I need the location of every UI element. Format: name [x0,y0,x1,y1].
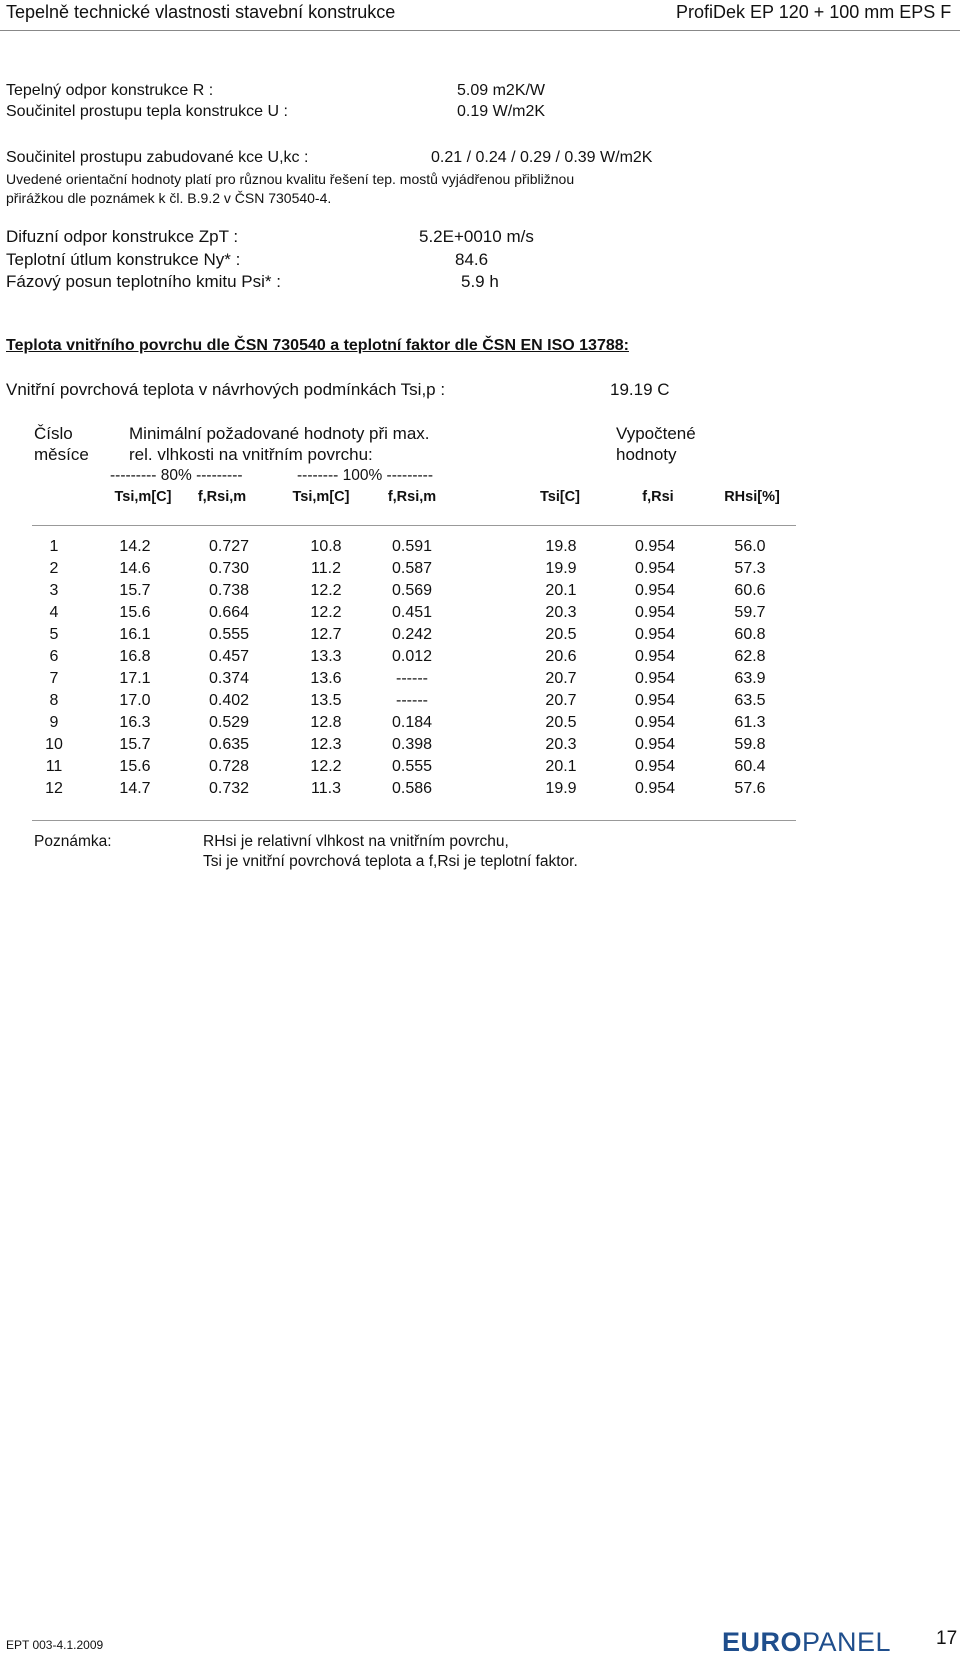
cell-frsim-80: 0.374 [208,670,250,687]
cell-tsim-100: 12.2 [310,758,342,775]
footer-page-number: 17 [936,1628,958,1649]
head-hodnoty: hodnoty [616,445,677,464]
cell-rhsi: 57.3 [734,560,766,577]
table-row [0,626,960,648]
cell-month: 5 [49,626,59,643]
cell-rhsi: 61.3 [734,714,766,731]
column-header-col-frsim-100: f,Rsi,m [387,489,437,505]
u-value: 0.19 W/m2K [457,103,546,120]
u-label: Součinitel prostupu tepla konstrukce U : [6,103,288,120]
table-row [0,648,960,670]
cell-frsim-80: 0.738 [208,582,250,599]
column-header-col-tsim-80: Tsi,m[C] [114,489,172,505]
cell-tsi: 20.3 [545,736,577,753]
cell-frsi: 0.954 [634,560,676,577]
cell-frsim-100: 0.451 [391,604,433,621]
cell-tsi: 20.7 [545,692,577,709]
cell-tsi: 20.1 [545,582,577,599]
tsip-value: 19.19 C [610,380,670,399]
note-label: Poznámka: [34,833,112,850]
cell-tsi: 20.6 [545,648,577,665]
cell-rhsi: 60.6 [734,582,766,599]
cell-tsim-80: 15.7 [119,736,151,753]
head-cislo: Číslo [34,424,73,443]
head-mesice: měsíce [34,445,89,464]
cell-month: 7 [49,670,59,687]
cell-month: 6 [49,648,59,665]
cell-frsim-80: 0.402 [208,692,250,709]
cell-rhsi: 60.8 [734,626,766,643]
cell-frsim-80: 0.730 [208,560,250,577]
ukc-label: Součinitel prostupu zabudované kce U,kc : [6,149,309,166]
header-left-title: Tepelně technické vlastnosti stavební konstrukce [6,2,396,22]
cell-month: 11 [45,758,63,775]
column-header-col-tsi: Tsi[C] [539,489,580,505]
cell-frsim-80: 0.732 [208,780,250,797]
cell-frsi: 0.954 [634,692,676,709]
section-title: Teplota vnitřního povrchu dle ČSN 730540 a teplotní faktor dle ČSN EN ISO 13788: [6,337,629,354]
psi-label: Fázový posun teplotního kmitu Psi* : [6,272,281,291]
cell-frsim-80: 0.727 [208,538,250,555]
cell-tsim-100: 13.6 [310,670,342,687]
table-row [0,714,960,736]
logo-panel: PANEL [802,1627,892,1657]
cell-frsim-80: 0.728 [208,758,250,775]
cell-tsim-80: 14.6 [119,560,151,577]
cell-frsim-100: 0.398 [391,736,433,753]
cell-frsim-80: 0.635 [208,736,250,753]
cell-frsi: 0.954 [634,648,676,665]
cell-tsi: 19.9 [545,560,577,577]
head-80-percent: --------- 80% --------- [110,467,243,484]
cell-frsi: 0.954 [634,582,676,599]
cell-frsim-80: 0.664 [208,604,250,621]
cell-month: 10 [45,736,63,753]
r-value: 5.09 m2K/W [457,82,546,99]
cell-frsi: 0.954 [634,604,676,621]
cell-frsi: 0.954 [634,758,676,775]
cell-frsim-100: 0.569 [391,582,433,599]
cell-frsi: 0.954 [634,780,676,797]
cell-rhsi: 63.5 [734,692,766,709]
cell-month: 1 [49,538,59,555]
ny-value: 84.6 [455,250,489,269]
cell-tsim-80: 16.8 [119,648,151,665]
note-line1: RHsi je relativní vlhkost na vnitřním povrchu, [203,833,509,850]
cell-tsim-80: 15.6 [119,604,151,621]
cell-tsim-100: 12.7 [310,626,342,643]
r-label: Tepelný odpor konstrukce R : [6,82,214,99]
cell-frsim-100: ------ [396,670,428,687]
cell-tsi: 20.5 [545,714,577,731]
cell-frsi: 0.954 [634,714,676,731]
table-bottom-rule [32,820,796,821]
head-vypoctene: Vypočtené [616,424,696,443]
cell-frsim-100: 0.587 [391,560,433,577]
table-row [0,758,960,780]
cell-tsim-80: 15.7 [119,582,151,599]
cell-tsim-80: 17.1 [119,670,151,687]
psi-value: 5.9 h [461,272,499,291]
cell-tsim-80: 15.6 [119,758,151,775]
table-row [0,560,960,582]
cell-month: 9 [49,714,59,731]
cell-month: 8 [49,692,59,709]
cell-frsi: 0.954 [634,538,676,555]
cell-frsim-100: ------ [396,692,428,709]
column-header-col-tsim-100: Tsi,m[C] [292,489,350,505]
cell-tsim-100: 10.8 [310,538,342,555]
column-header-col-frsi: f,Rsi [642,489,674,505]
cell-frsim-80: 0.457 [208,648,250,665]
cell-rhsi: 59.8 [734,736,766,753]
cell-tsi: 19.8 [545,538,577,555]
footer-logo [722,1627,891,1658]
table-row [0,736,960,758]
cell-frsim-100: 0.012 [391,648,433,665]
head-min-line1: Minimální požadované hodnoty při max. [129,424,430,443]
cell-tsim-100: 11.2 [311,560,341,577]
ukc-note-line1: Uvedené orientační hodnoty platí pro různou kvalitu řešení tep. mostů vyjádřenou přibližnou [6,171,575,187]
cell-rhsi: 57.6 [734,780,766,797]
column-header-col-frsim-80: f,Rsi,m [197,489,247,505]
cell-tsim-100: 12.2 [310,582,342,599]
cell-frsi: 0.954 [634,670,676,687]
cell-frsim-100: 0.555 [391,758,433,775]
cell-frsi: 0.954 [634,736,676,753]
cell-frsim-80: 0.529 [208,714,250,731]
table-row [0,692,960,714]
cell-month: 12 [45,780,63,797]
table-top-rule [32,525,796,526]
cell-tsim-80: 14.7 [119,780,151,797]
cell-rhsi: 59.7 [734,604,766,621]
table-row [0,780,960,802]
cell-tsi: 20.7 [545,670,577,687]
table-row [0,604,960,626]
cell-frsim-100: 0.242 [391,626,433,643]
cell-frsim-100: 0.586 [391,780,433,797]
cell-rhsi: 62.8 [734,648,766,665]
header-divider [0,30,960,31]
cell-tsim-100: 11.3 [311,780,341,797]
cell-tsi: 20.1 [545,758,577,775]
zpt-label: Difuzní odpor konstrukce ZpT : [6,227,239,246]
cell-month: 3 [49,582,59,599]
table-row [0,582,960,604]
cell-tsim-80: 16.1 [119,626,151,643]
table-row [0,538,960,560]
cell-frsi: 0.954 [634,626,676,643]
table-row [0,670,960,692]
ny-label: Teplotní útlum konstrukce Ny* : [6,250,241,269]
cell-tsi: 19.9 [545,780,577,797]
cell-rhsi: 56.0 [734,538,766,555]
cell-tsim-80: 16.3 [119,714,151,731]
cell-tsim-80: 14.2 [119,538,151,555]
cell-frsim-100: 0.184 [391,714,433,731]
logo-euro: EURO [722,1627,803,1657]
cell-rhsi: 63.9 [734,670,766,687]
cell-tsi: 20.5 [545,626,577,643]
cell-tsim-100: 13.5 [310,692,342,709]
footer-doc-code: EPT 003-4.1.2009 [6,1638,104,1652]
head-100-percent: -------- 100% --------- [297,467,434,484]
zpt-value: 5.2E+0010 m/s [419,227,534,246]
tsip-label: Vnitřní povrchová teplota v návrhových podmínkách Tsi,p : [6,380,446,399]
cell-month: 4 [49,604,59,621]
cell-tsim-80: 17.0 [119,692,151,709]
header-right-title: ProfiDek EP 120 + 100 mm EPS F [676,2,952,22]
cell-rhsi: 60.4 [734,758,766,775]
cell-tsim-100: 12.3 [310,736,342,753]
ukc-value: 0.21 / 0.24 / 0.29 / 0.39 W/m2K [431,149,653,166]
cell-tsim-100: 12.2 [310,604,342,621]
cell-tsim-100: 13.3 [310,648,342,665]
cell-tsim-100: 12.8 [310,714,342,731]
cell-month: 2 [49,560,59,577]
head-min-line2: rel. vlhkosti na vnitřním povrchu: [129,445,373,464]
note-line2: Tsi je vnitřní povrchová teplota a f,Rsi je teplotní faktor. [203,853,578,870]
cell-frsim-80: 0.555 [208,626,250,643]
ukc-note-line2: přirážkou dle poznámek k čl. B.9.2 v ČSN 730540-4. [6,190,332,206]
column-header-col-rhsi: RHsi[%] [724,489,780,505]
cell-tsi: 20.3 [545,604,577,621]
cell-frsim-100: 0.591 [391,538,433,555]
